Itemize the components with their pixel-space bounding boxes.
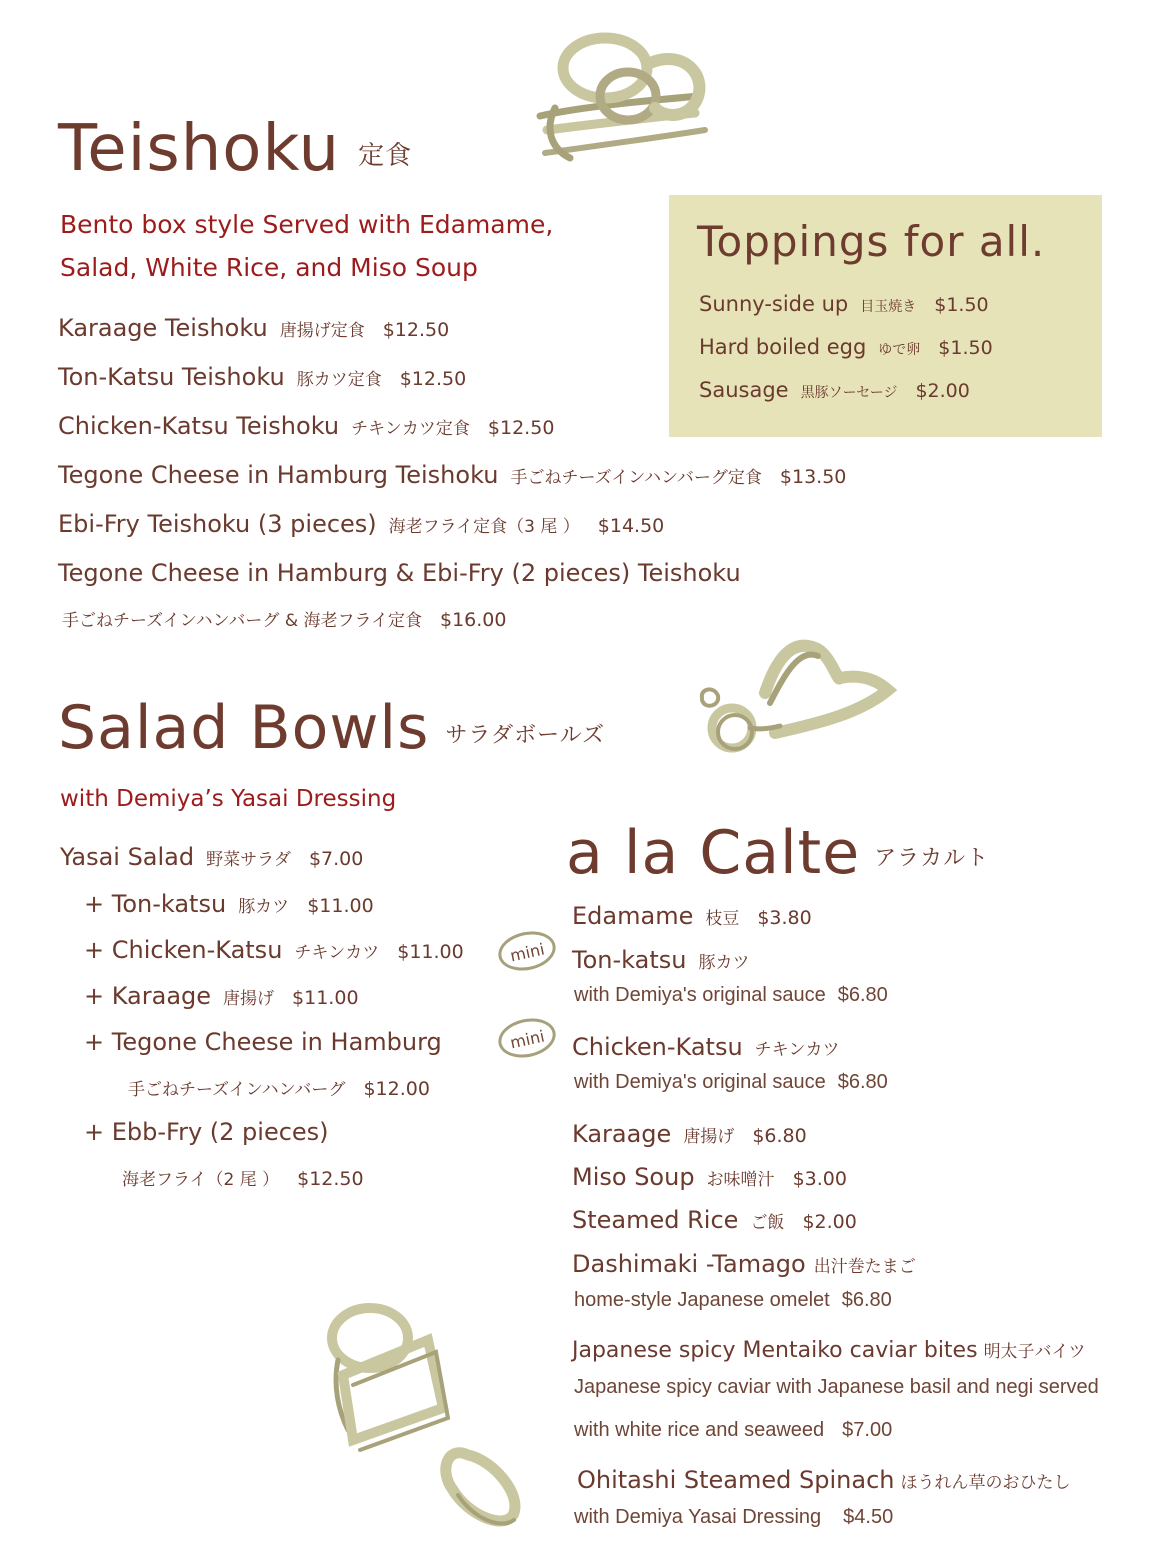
- alacarte-dashimaki-tamago: [572, 1250, 916, 1278]
- item-jp: 手ごねチーズインハンバーグ: [128, 1080, 346, 1100]
- salad-subtitle: with Demiya’s Yasai Dressing: [60, 786, 397, 812]
- salad-addon-ebb-fry: [84, 1118, 329, 1146]
- alacarte-ohitashi-spinach: [577, 1466, 1070, 1494]
- mini-badge-chicken-katsu: mini: [495, 1013, 560, 1062]
- item-name: Japanese spicy Mentaiko caviar bites: [572, 1338, 978, 1363]
- item-price: $14.50: [597, 515, 665, 537]
- alacarte-title-jp: アラカルト: [874, 846, 990, 871]
- item-name: Dashimaki -Tamago: [572, 1250, 806, 1278]
- item-price: $12.50: [382, 319, 450, 341]
- item-price: $12.50: [399, 368, 467, 390]
- alacarte-miso-soup: [572, 1163, 847, 1191]
- teishoku-title-text: Teishoku: [58, 112, 341, 186]
- item-jp: 豚カツ: [238, 897, 290, 917]
- item-name: + Chicken-Katsu: [84, 936, 283, 964]
- item-name: Karaage: [572, 1120, 672, 1148]
- alacarte-dashimaki-desc: [574, 1289, 892, 1312]
- item-jp: 唐揚げ: [223, 989, 275, 1009]
- item-price: $12.50: [487, 417, 555, 439]
- item-name: Ohitashi Steamed Spinach: [577, 1466, 895, 1494]
- item-price: $3.00: [792, 1168, 847, 1190]
- alacarte-chicken-katsu: [572, 1033, 840, 1061]
- item-jp: 海老フライ定食（3 尾 ）: [388, 517, 580, 537]
- salad-bowls-title: [58, 693, 605, 763]
- item-jp: 豚カツ定食: [296, 370, 382, 390]
- teishoku-title-jp: 定食: [358, 141, 413, 171]
- brush-swirl-top-decoration: [525, 18, 710, 168]
- menu-item-tegone-ebi-fry-teishoku: [58, 559, 741, 587]
- menu-item-ebi-fry-teishoku: [58, 510, 664, 538]
- teishoku-subtitle-line1: Bento box style Served with Edamame,: [60, 210, 554, 239]
- item-name: Karaage Teishoku: [58, 314, 268, 342]
- item-name: Ton-Katsu Teishoku: [58, 363, 285, 391]
- item-name: + Ton-katsu: [84, 890, 227, 918]
- menu-item-chicken-katsu-teishoku: [58, 412, 554, 440]
- alacarte-mentaiko-bites: [572, 1337, 1086, 1363]
- item-jp: 手ごねチーズインハンバーグ & 海老フライ定食: [62, 611, 422, 631]
- item-price: $3.80: [757, 907, 812, 929]
- item-jp: 出汁巻たまご: [813, 1257, 916, 1277]
- teishoku-subtitle-line2: Salad, White Rice, and Miso Soup: [60, 253, 478, 282]
- alacarte-chicken-katsu-desc: [574, 1071, 888, 1094]
- item-jp: お味噌汁: [706, 1170, 775, 1190]
- item-name: + Ebb-Fry (2 pieces): [84, 1118, 329, 1146]
- teishoku-title: [58, 112, 412, 186]
- item-name: Yasai Salad: [60, 843, 195, 871]
- item-jp: ゆで卵: [878, 342, 921, 358]
- item-price: $11.00: [292, 987, 359, 1009]
- menu-item-tonkatsu-teishoku: [58, 363, 466, 391]
- alacarte-tonkatsu: [572, 946, 749, 974]
- item-jp: ご飯: [750, 1213, 785, 1233]
- menu-item-tegone-cheese-teishoku: [58, 461, 846, 489]
- item-jp: 枝豆: [705, 909, 740, 929]
- item-jp: 豚カツ: [698, 953, 750, 973]
- item-name: Tegone Cheese in Hamburg Teishoku: [58, 461, 499, 489]
- menu-item-karaage-teishoku: [58, 314, 449, 342]
- salad-addon-tegone-cheese: [84, 1028, 442, 1056]
- item-jp: 野菜サラダ: [206, 850, 291, 870]
- mini-badge-tonkatsu: mini: [495, 926, 560, 975]
- alacarte-mentaiko-desc: Japanese spicy caviar with Japanese basil and negi served: [574, 1376, 1099, 1398]
- item-name: Hard boiled egg: [699, 335, 867, 359]
- item-price: $6.80: [841, 1289, 892, 1311]
- item-name: Ebi-Fry Teishoku (3 pieces): [58, 510, 377, 538]
- item-desc: with Demiya's original sauce: [574, 984, 826, 1006]
- alacarte-edamame: [572, 902, 812, 930]
- item-jp: 唐揚げ定食: [279, 321, 365, 341]
- item-price: $2.00: [915, 380, 970, 402]
- salad-title-jp: サラダボールズ: [445, 723, 606, 748]
- toppings-title: Toppings for all.: [697, 217, 1046, 266]
- item-price: $6.80: [837, 1071, 888, 1093]
- item-name: Miso Soup: [572, 1163, 695, 1191]
- item-name: + Tegone Cheese in Hamburg: [84, 1028, 442, 1056]
- menu-item-yasai-salad: [60, 843, 363, 871]
- item-price: $7.00: [308, 848, 364, 870]
- item-name: Tegone Cheese in Hamburg & Ebi-Fry (2 pieces) Teishoku: [58, 559, 741, 587]
- alacarte-mentaiko-desc2: [574, 1419, 892, 1442]
- item-name: + Karaage: [84, 982, 212, 1010]
- topping-hard-boiled-egg: [699, 335, 993, 359]
- alacarte-title-text: a la Calte: [566, 818, 861, 888]
- salad-addon-chicken-katsu: [84, 936, 464, 964]
- item-jp: 黒豚ソーセージ: [800, 385, 898, 401]
- alacarte-ohitashi-desc: [574, 1506, 893, 1529]
- item-jp: 手ごねチーズインハンバーグ定食: [510, 468, 762, 488]
- item-name: Sausage: [699, 378, 789, 402]
- topping-sunny-side-up: [699, 292, 989, 316]
- item-price: $12.00: [363, 1078, 430, 1100]
- item-price: $1.50: [934, 294, 989, 316]
- salad-addon-karaage: [84, 982, 359, 1010]
- alacarte-karaage: [572, 1120, 807, 1148]
- item-desc: with Demiya's original sauce: [574, 1071, 826, 1093]
- item-price: $11.00: [307, 895, 374, 917]
- item-desc: with white rice and seaweed: [574, 1419, 825, 1441]
- item-name: Chicken-Katsu: [572, 1033, 743, 1061]
- item-price: $13.50: [779, 466, 847, 488]
- item-price: $6.80: [752, 1125, 807, 1147]
- item-price: $2.00: [802, 1211, 857, 1233]
- item-name: Sunny-side up: [699, 292, 849, 316]
- alacarte-steamed-rice: [572, 1206, 857, 1234]
- item-name: Edamame: [572, 902, 694, 930]
- item-jp: ほうれん草のおひたし: [900, 1473, 1071, 1493]
- topping-sausage: [699, 378, 970, 402]
- item-jp: 海老フライ（2 尾 ）: [122, 1170, 280, 1190]
- item-price: $12.50: [297, 1168, 364, 1190]
- item-jp: 唐揚げ: [683, 1127, 735, 1147]
- item-price: $7.00: [842, 1419, 893, 1441]
- toppings-box: [669, 195, 1102, 437]
- brush-swirl-middle-decoration: [690, 628, 900, 763]
- item-price: $11.00: [397, 941, 464, 963]
- item-price: $4.50: [843, 1506, 894, 1528]
- salad-addon-tegone-cheese-jp: [128, 1073, 430, 1101]
- salad-addon-ebb-fry-jp: [122, 1163, 364, 1191]
- item-price: $16.00: [439, 609, 507, 631]
- item-desc: home-style Japanese omelet: [574, 1289, 830, 1311]
- brush-swirl-bottom-decoration: [318, 1290, 533, 1550]
- alacarte-title: [566, 818, 989, 888]
- item-name: Steamed Rice: [572, 1206, 739, 1234]
- salad-addon-tonkatsu: [84, 890, 374, 918]
- item-desc: with Demiya Yasai Dressing: [574, 1506, 822, 1528]
- item-jp: チキンカツ定食: [351, 419, 470, 439]
- item-jp: チキンカツ: [754, 1040, 840, 1060]
- menu-item-tegone-ebi-fry-teishoku-jp: [62, 604, 506, 632]
- item-jp: チキンカツ: [294, 943, 380, 963]
- item-jp: 明太子バイツ: [983, 1342, 1086, 1362]
- alacarte-tonkatsu-desc: [574, 984, 888, 1007]
- salad-title-text: Salad Bowls: [58, 693, 430, 763]
- item-price: $1.50: [938, 337, 993, 359]
- item-jp: 目玉焼き: [860, 299, 917, 315]
- item-name: Ton-katsu: [572, 946, 687, 974]
- item-price: $6.80: [837, 984, 888, 1006]
- item-name: Chicken-Katsu Teishoku: [58, 412, 340, 440]
